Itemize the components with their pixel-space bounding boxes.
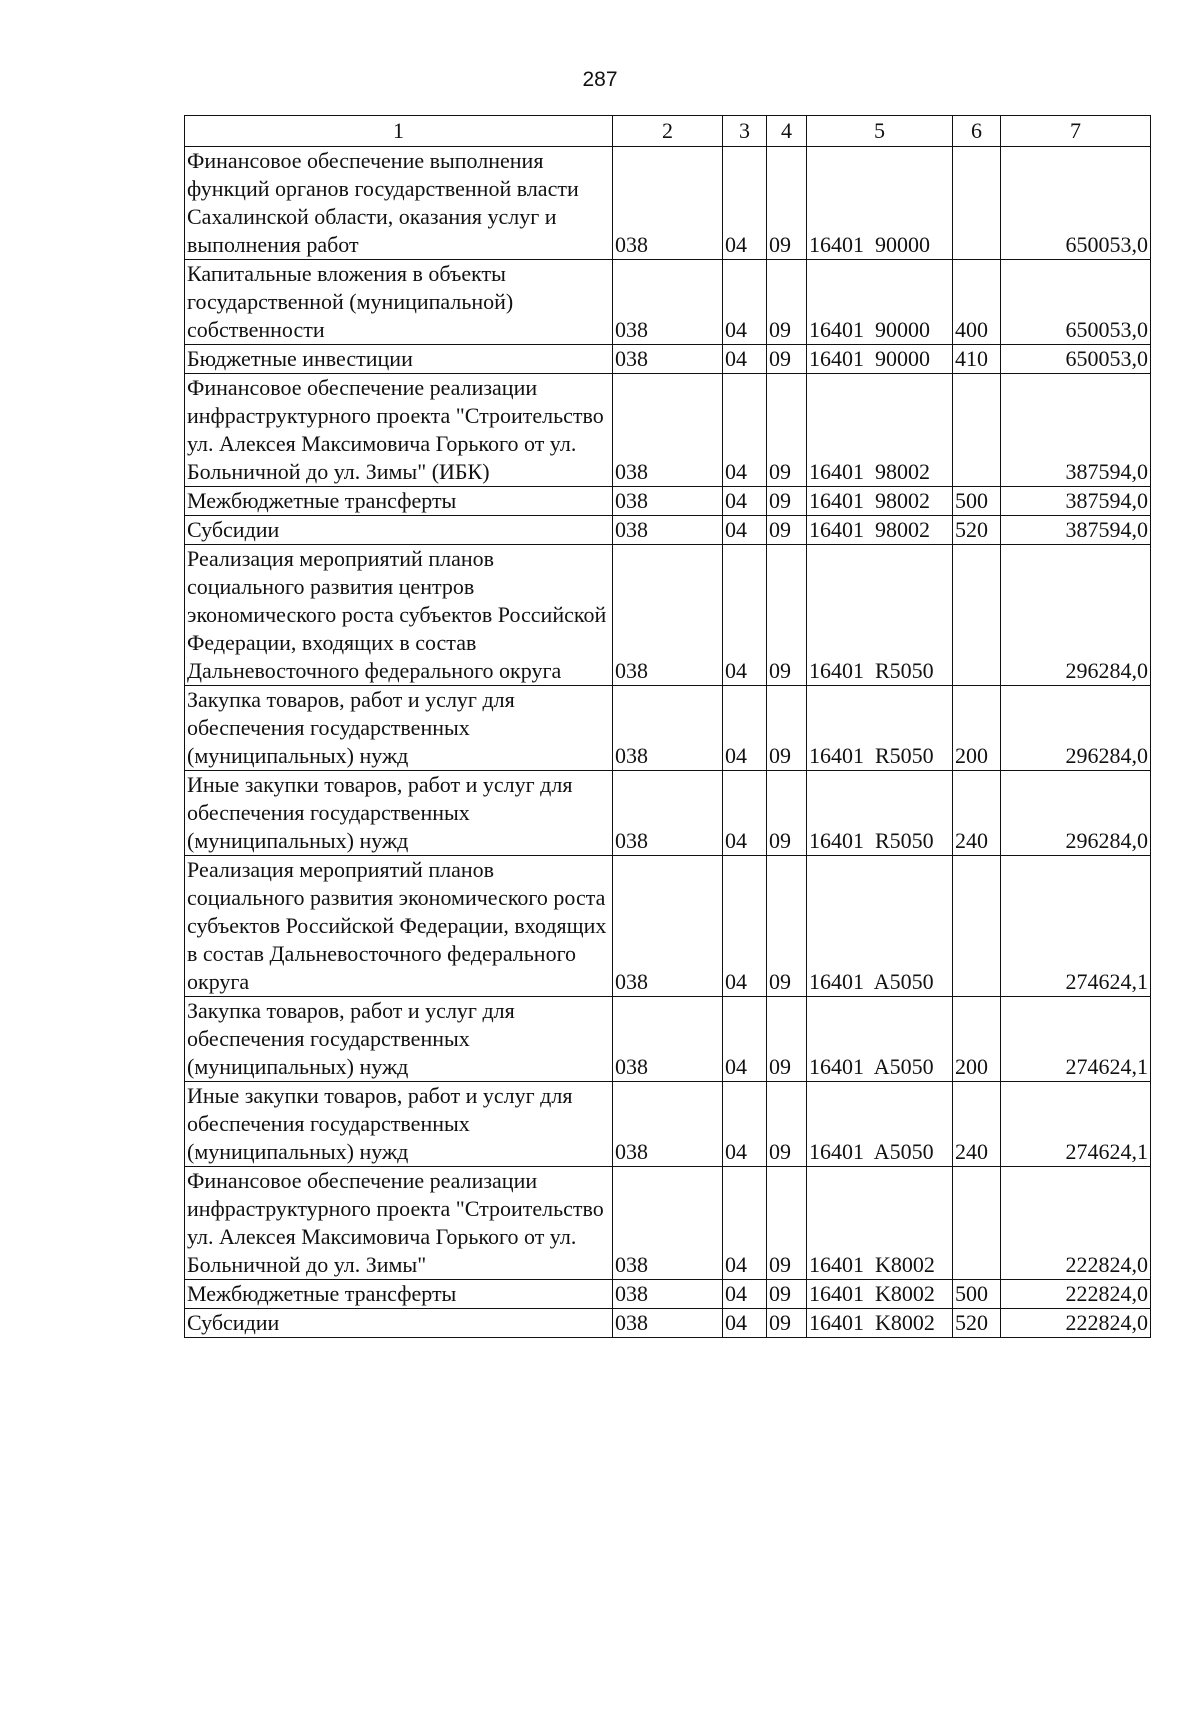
table-row xyxy=(185,1082,1151,1167)
expense-name-cell xyxy=(185,1309,613,1338)
amount-cell: 222824,0 xyxy=(1001,1309,1151,1338)
expense-type-cell: 240 xyxy=(953,1082,1001,1167)
section-code-cell: 04 xyxy=(723,260,767,345)
table-row xyxy=(185,147,1151,260)
ministry-code-cell: 038 xyxy=(613,487,723,516)
expense-type-cell: 200 xyxy=(953,686,1001,771)
table-row xyxy=(185,771,1151,856)
expense-name: Реализация мероприятий планов социального развития центров экономического роста субъектов Российской Федерации, входящих в состав Дальневосточного федерального округа xyxy=(187,546,607,683)
ministry-code-cell: 038 xyxy=(613,997,723,1082)
amount-cell: 222824,0 xyxy=(1001,1167,1151,1280)
table-row xyxy=(185,545,1151,686)
amount-cell: 650053,0 xyxy=(1001,345,1151,374)
expense-name-cell xyxy=(185,1082,613,1167)
target-article-cell: 16401 A5050 xyxy=(807,1082,953,1167)
section-code-cell: 04 xyxy=(723,686,767,771)
expense-name: Финансовое обеспечение выполнения функций органов государственной власти Сахалинской области, оказания услуг и выполнения работ xyxy=(187,148,579,257)
target-article-cell: 16401 K8002 xyxy=(807,1280,953,1309)
table-row xyxy=(185,374,1151,487)
amount-cell: 296284,0 xyxy=(1001,686,1151,771)
expense-name-cell xyxy=(185,856,613,997)
ministry-code-cell: 038 xyxy=(613,345,723,374)
page-number: 287 xyxy=(582,68,618,91)
target-article-cell: 16401 K8002 xyxy=(807,1309,953,1338)
expense-type-cell: 400 xyxy=(953,260,1001,345)
subsection-code-cell: 09 xyxy=(767,856,807,997)
section-code-cell: 04 xyxy=(723,345,767,374)
target-article-cell: 16401 90000 xyxy=(807,147,953,260)
expense-type-cell xyxy=(953,374,1001,487)
expense-type-cell: 500 xyxy=(953,1280,1001,1309)
subsection-code-cell: 09 xyxy=(767,771,807,856)
target-article-cell: 16401 98002 xyxy=(807,374,953,487)
ministry-code-cell: 038 xyxy=(613,771,723,856)
target-article-cell: 16401 90000 xyxy=(807,260,953,345)
subsection-code-cell: 09 xyxy=(767,374,807,487)
ministry-code-cell: 038 xyxy=(613,856,723,997)
expense-type-cell xyxy=(953,545,1001,686)
expense-name: Иные закупки товаров, работ и услуг для обеспечения государственных (муниципальных) нужд xyxy=(187,772,573,853)
amount-cell: 274624,1 xyxy=(1001,856,1151,997)
expense-name-cell xyxy=(185,147,613,260)
target-article-cell: 16401 90000 xyxy=(807,345,953,374)
table-row xyxy=(185,1309,1151,1338)
table-row xyxy=(185,997,1151,1082)
expense-name-cell xyxy=(185,771,613,856)
amount-cell: 650053,0 xyxy=(1001,147,1151,260)
table-row xyxy=(185,1280,1151,1309)
table-row xyxy=(185,260,1151,345)
table-body xyxy=(185,147,1151,1338)
ministry-code-cell: 038 xyxy=(613,1167,723,1280)
amount-cell: 296284,0 xyxy=(1001,545,1151,686)
target-article-cell: 16401 R5050 xyxy=(807,771,953,856)
expense-name-cell xyxy=(185,997,613,1082)
section-code-cell: 04 xyxy=(723,545,767,686)
expense-name-cell xyxy=(185,374,613,487)
section-code-cell: 04 xyxy=(723,997,767,1082)
column-header: 2 xyxy=(613,116,723,147)
table-row xyxy=(185,686,1151,771)
subsection-code-cell: 09 xyxy=(767,147,807,260)
expense-type-cell: 500 xyxy=(953,487,1001,516)
amount-cell: 222824,0 xyxy=(1001,1280,1151,1309)
target-article-cell: 16401 A5050 xyxy=(807,856,953,997)
subsection-code-cell: 09 xyxy=(767,1082,807,1167)
column-header: 1 xyxy=(185,116,613,147)
column-header: 4 xyxy=(767,116,807,147)
column-header: 7 xyxy=(1001,116,1151,147)
section-code-cell: 04 xyxy=(723,856,767,997)
section-code-cell: 04 xyxy=(723,147,767,260)
ministry-code-cell: 038 xyxy=(613,260,723,345)
table-row xyxy=(185,345,1151,374)
expense-type-cell: 520 xyxy=(953,1309,1001,1338)
expense-name-cell xyxy=(185,516,613,545)
amount-cell: 274624,1 xyxy=(1001,997,1151,1082)
section-code-cell: 04 xyxy=(723,1280,767,1309)
amount-cell: 387594,0 xyxy=(1001,487,1151,516)
amount-cell: 387594,0 xyxy=(1001,374,1151,487)
budget-table xyxy=(184,115,1151,1338)
ministry-code-cell: 038 xyxy=(613,1280,723,1309)
section-code-cell: 04 xyxy=(723,487,767,516)
expense-name: Иные закупки товаров, работ и услуг для обеспечения государственных (муниципальных) нужд xyxy=(187,1083,573,1164)
column-header: 3 xyxy=(723,116,767,147)
expense-type-cell: 240 xyxy=(953,771,1001,856)
amount-cell: 274624,1 xyxy=(1001,1082,1151,1167)
subsection-code-cell: 09 xyxy=(767,997,807,1082)
expense-type-cell: 410 xyxy=(953,345,1001,374)
expense-name: Финансовое обеспечение реализации инфраструктурного проекта "Строительство ул. Алексея Максимовича Горького от ул. Больничной до ул. Зимы" (ИБК) xyxy=(187,375,604,484)
subsection-code-cell: 09 xyxy=(767,260,807,345)
column-header: 6 xyxy=(953,116,1001,147)
expense-type-cell: 520 xyxy=(953,516,1001,545)
expense-name-cell xyxy=(185,545,613,686)
expense-name: Межбюджетные трансферты xyxy=(187,488,457,513)
table-row xyxy=(185,856,1151,997)
table-row xyxy=(185,487,1151,516)
subsection-code-cell: 09 xyxy=(767,1167,807,1280)
table-row xyxy=(185,516,1151,545)
expense-name-cell xyxy=(185,260,613,345)
ministry-code-cell: 038 xyxy=(613,686,723,771)
ministry-code-cell: 038 xyxy=(613,545,723,686)
expense-name: Межбюджетные трансферты xyxy=(187,1281,457,1306)
expense-name: Субсидии xyxy=(187,1310,280,1335)
target-article-cell: 16401 98002 xyxy=(807,487,953,516)
table-row xyxy=(185,1167,1151,1280)
expense-name-cell xyxy=(185,686,613,771)
target-article-cell: 16401 R5050 xyxy=(807,545,953,686)
subsection-code-cell: 09 xyxy=(767,345,807,374)
expense-name: Субсидии xyxy=(187,517,280,542)
expense-name: Реализация мероприятий планов социального развития экономического роста субъектов Российской Федерации, входящих в состав Дальневосточного федерального округа xyxy=(187,857,607,994)
target-article-cell: 16401 K8002 xyxy=(807,1167,953,1280)
expense-name: Закупка товаров, работ и услуг для обеспечения государственных (муниципальных) нужд xyxy=(187,687,515,768)
column-header: 5 xyxy=(807,116,953,147)
section-code-cell: 04 xyxy=(723,771,767,856)
ministry-code-cell: 038 xyxy=(613,1309,723,1338)
expense-name-cell xyxy=(185,345,613,374)
expense-name-cell xyxy=(185,487,613,516)
ministry-code-cell: 038 xyxy=(613,516,723,545)
expense-type-cell xyxy=(953,147,1001,260)
subsection-code-cell: 09 xyxy=(767,686,807,771)
target-article-cell: 16401 98002 xyxy=(807,516,953,545)
subsection-code-cell: 09 xyxy=(767,516,807,545)
expense-name: Закупка товаров, работ и услуг для обеспечения государственных (муниципальных) нужд xyxy=(187,998,515,1079)
section-code-cell: 04 xyxy=(723,1082,767,1167)
section-code-cell: 04 xyxy=(723,374,767,487)
header-row xyxy=(185,116,1151,147)
section-code-cell: 04 xyxy=(723,1167,767,1280)
subsection-code-cell: 09 xyxy=(767,1280,807,1309)
expense-name-cell xyxy=(185,1167,613,1280)
section-code-cell: 04 xyxy=(723,1309,767,1338)
expense-name: Бюджетные инвестиции xyxy=(187,346,413,371)
ministry-code-cell: 038 xyxy=(613,1082,723,1167)
target-article-cell: 16401 A5050 xyxy=(807,997,953,1082)
expense-name: Финансовое обеспечение реализации инфраструктурного проекта "Строительство ул. Алексея Максимовича Горького от ул. Больничной до ул. Зимы" xyxy=(187,1168,604,1277)
amount-cell: 650053,0 xyxy=(1001,260,1151,345)
amount-cell: 296284,0 xyxy=(1001,771,1151,856)
expense-type-cell xyxy=(953,1167,1001,1280)
subsection-code-cell: 09 xyxy=(767,1309,807,1338)
expense-type-cell: 200 xyxy=(953,997,1001,1082)
target-article-cell: 16401 R5050 xyxy=(807,686,953,771)
subsection-code-cell: 09 xyxy=(767,487,807,516)
ministry-code-cell: 038 xyxy=(613,147,723,260)
ministry-code-cell: 038 xyxy=(613,374,723,487)
subsection-code-cell: 09 xyxy=(767,545,807,686)
section-code-cell: 04 xyxy=(723,516,767,545)
expense-name-cell xyxy=(185,1280,613,1309)
amount-cell: 387594,0 xyxy=(1001,516,1151,545)
expense-name: Капитальные вложения в объекты государственной (муниципальной) собственности xyxy=(187,261,514,342)
expense-type-cell xyxy=(953,856,1001,997)
